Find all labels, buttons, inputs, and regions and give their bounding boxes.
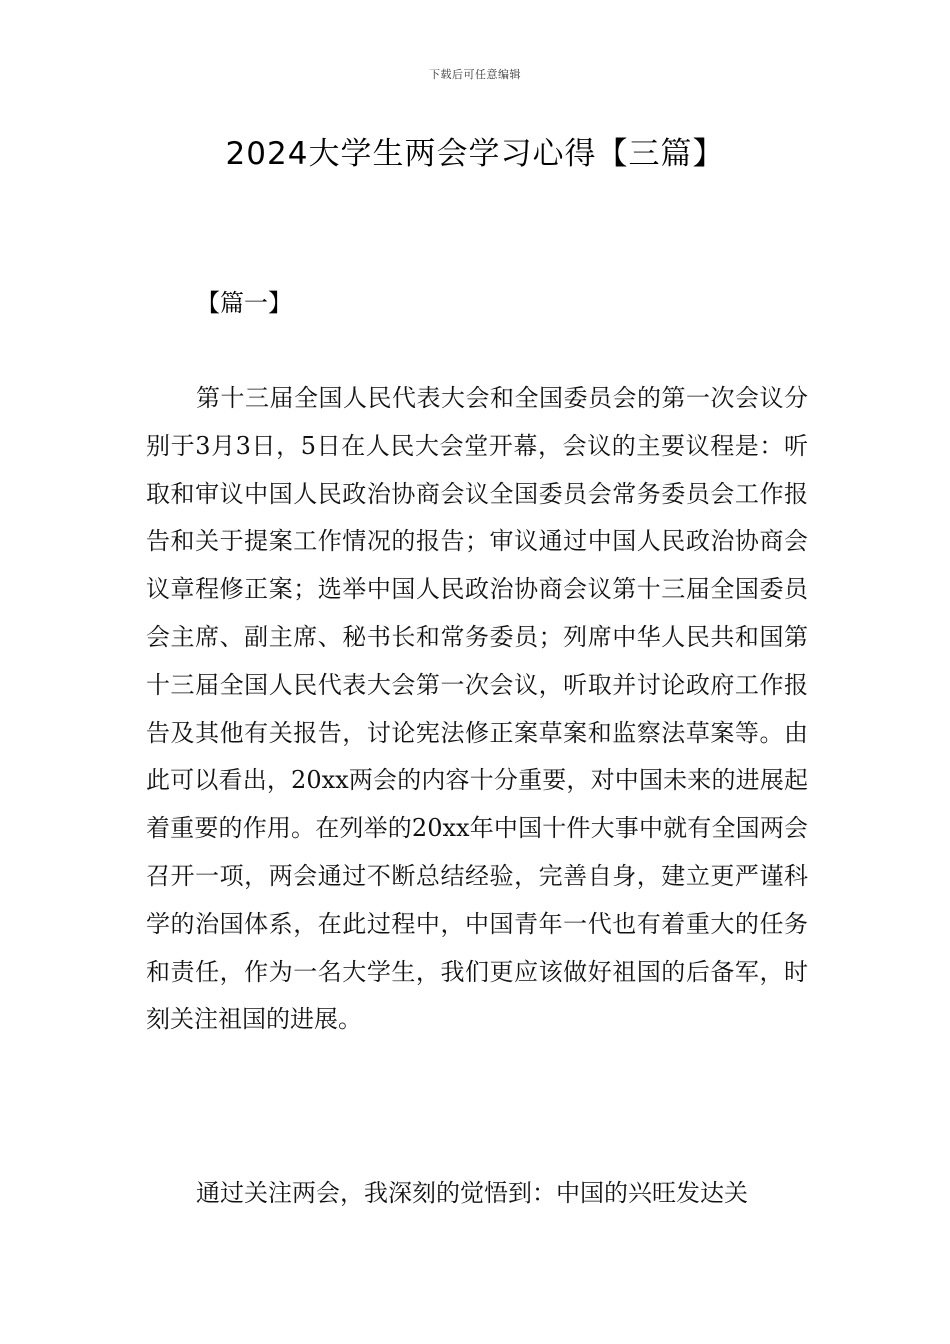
document-title: 2024大学生两会学习心得【三篇】 (225, 136, 725, 172)
header-note: 下载后可任意编辑 (429, 68, 521, 81)
body-paragraph: 通过关注两会，我深刻的觉悟到：中国的兴旺发达关 (196, 1179, 748, 1207)
section-heading: 【篇一】 (196, 289, 292, 317)
body-paragraph: 第十三届全国人民代表大会和全国委员会的第一次会议分别于3月3日，5日在人民大会堂开幕，会议的主要议程是：听取和审议中国人民政治协商会议全国委员会常务委员会工作报告和关于提案工作情况的报告；审议通过中国人民政治协商会议章程修正案；选举中国人民政治协商会议第十三届全国委员会主席、副主席、秘书长和常务委员；列席中华人民共和国第十三届全国人民代表大会第一次会议，听取并讨论政府工作报告及其他有关报告，讨论宪法修正案草案和监察法草案等。由此可以看出，20xx两会的内容十分重要，对中国未来的进展起着重要的作用。在列举的20xx年中国十件大事中就有全国两会召开一项，两会通过不断总结经验，完善自身，建立更严谨科学的治国体系，在此过程中，中国青年一代也有着重大的任务和责任，作为一名大学生，我们更应该做好祖国的后备军，时刻关注祖国的进展。 (146, 384, 808, 1034)
